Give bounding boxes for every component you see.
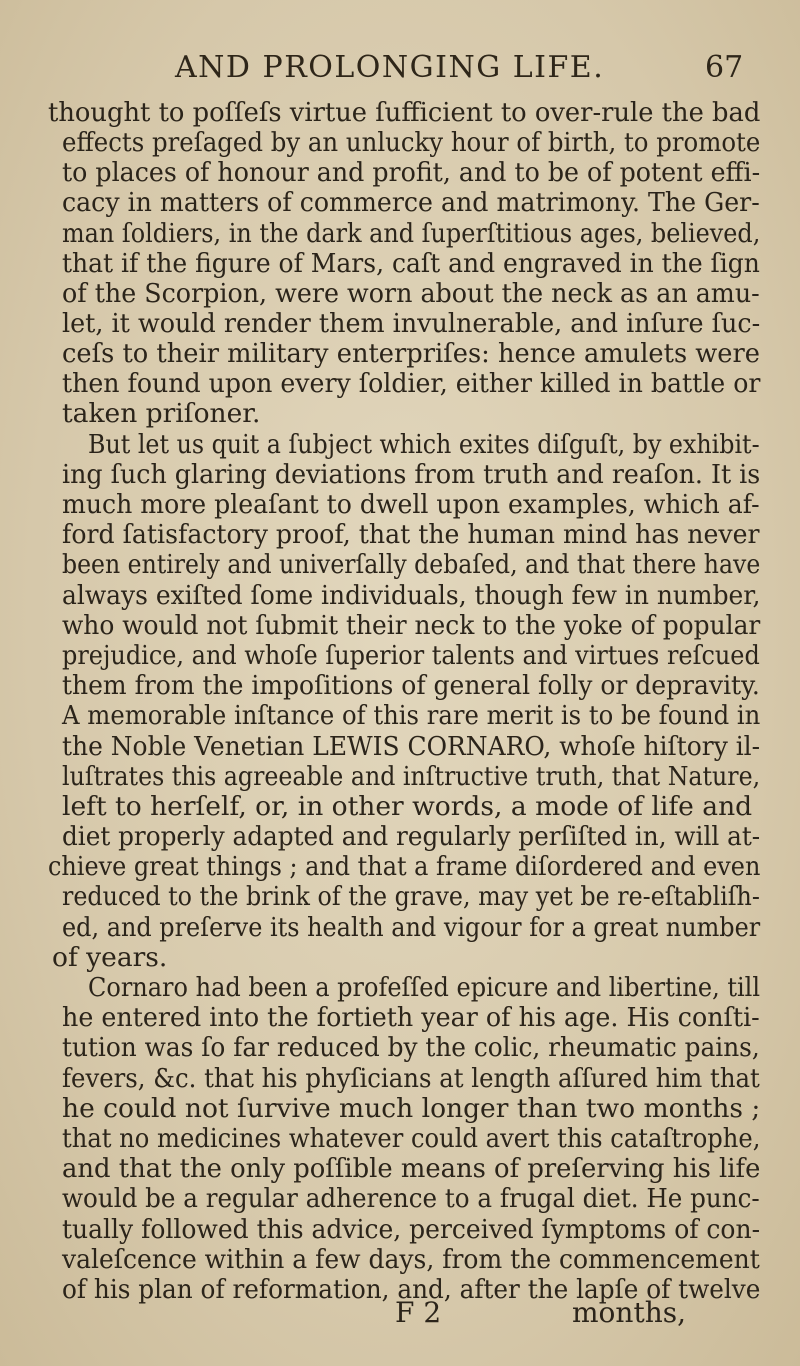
text-line: that if the figure of Mars, caſt and engraved in the ſign [62, 248, 760, 279]
text-line: always exiſted ſome individuals, though few in number, [62, 580, 761, 611]
text-line: he entered into the fortieth year of his age. His conſti- [62, 1002, 760, 1033]
text-line: prejudice, and whoſe ſuperior talents and virtues reſcued [62, 640, 760, 671]
text-line: cacy in matters of commerce and matrimony. The Ger- [62, 187, 760, 218]
text-line: effects preſaged by an unlucky hour of birth, to promote [62, 127, 761, 158]
text-line: man ſoldiers, in the dark and ſuperſtitious ages, believed, [62, 218, 761, 249]
text-line: then found upon every ſoldier, either killed in battle or [62, 368, 761, 399]
text-line: of the Scorpion, were worn about the neck as an amu- [62, 278, 760, 309]
text-line: tution was ſo far reduced by the colic, rheumatic pains, [62, 1032, 760, 1063]
text-line: left to herſelf, or, in other words, a mode of life and [62, 791, 753, 822]
text-line: been entirely and univerſally debaſed, and that there have [62, 549, 761, 580]
text-line: of his plan of reformation, and, after the lapſe of twelve [62, 1274, 761, 1305]
page-number: 67 [705, 50, 744, 85]
text-line: thought to poſſeſs virtue ſufficient to over-rule the bad [48, 97, 761, 128]
signature-mark: F 2 [395, 1296, 442, 1329]
text-line: much more pleaſant to dwell upon examples, which af- [62, 489, 760, 520]
text-line: luſtrates this agreeable and inſtructive truth, that Nature, [62, 761, 761, 792]
text-line: reduced to the brink of the grave, may yet be re-eſtabliſh- [62, 881, 760, 912]
text-line: of years. [52, 942, 168, 973]
text-line: them from the impoſitions of general folly or depravity. [62, 670, 760, 701]
page-footer [0, 1296, 800, 1336]
text-line: fevers, &c. that his phyſicians at length aſſured him that [62, 1063, 760, 1094]
text-line: the Noble Venetian LEWIS CORNARO, whoſe hiſtory il- [62, 731, 761, 762]
text-line: taken priſoner. [62, 398, 261, 429]
text-line: diet properly adapted and regularly perſiſted in, will at- [62, 821, 761, 852]
text-line: Cornaro had been a profeſſed epicure and libertine, till [88, 972, 761, 1003]
text-line: ceſs to their military enterpriſes: hence amulets were [62, 338, 760, 369]
text-line: ed, and preſerve its health and vigour for a great number [62, 912, 761, 943]
text-line: But let us quit a ſubject which exites diſguſt, by exhibit- [88, 429, 760, 460]
text-line: who would not ſubmit their neck to the yoke of popular [62, 610, 761, 641]
text-line: chieve great things ; and that a frame diſordered and even [48, 851, 761, 882]
text-line: ing ſuch glaring deviations from truth and reaſon. It is [62, 459, 761, 490]
text-line: valeſcence within a few days, from the commencement [62, 1244, 760, 1275]
text-line: let, it would render them invulnerable, and inſure ſuc- [62, 308, 761, 339]
text-line: A memorable inſtance of this rare merit is to be found in [62, 700, 761, 731]
running-head: AND PROLONGING LIFE. [175, 50, 605, 85]
text-line: ford ſatisfactory proof, that the human mind has never [62, 519, 760, 550]
text-line: and that the only poſſible means of preſerving his life [62, 1153, 761, 1184]
page-header [0, 50, 800, 90]
text-line: that no medicines whatever could avert this cataſtrophe, [62, 1123, 761, 1154]
text-line: tually followed this advice, perceived ſymptoms of con- [62, 1214, 761, 1245]
catchword: months, [572, 1296, 686, 1329]
text-line: he could not ſurvive much longer than two months ; [62, 1093, 761, 1124]
text-line: to places of honour and profit, and to be of potent effi- [62, 157, 761, 188]
text-line: would be a regular adherence to a frugal diet. He punc- [62, 1183, 760, 1214]
